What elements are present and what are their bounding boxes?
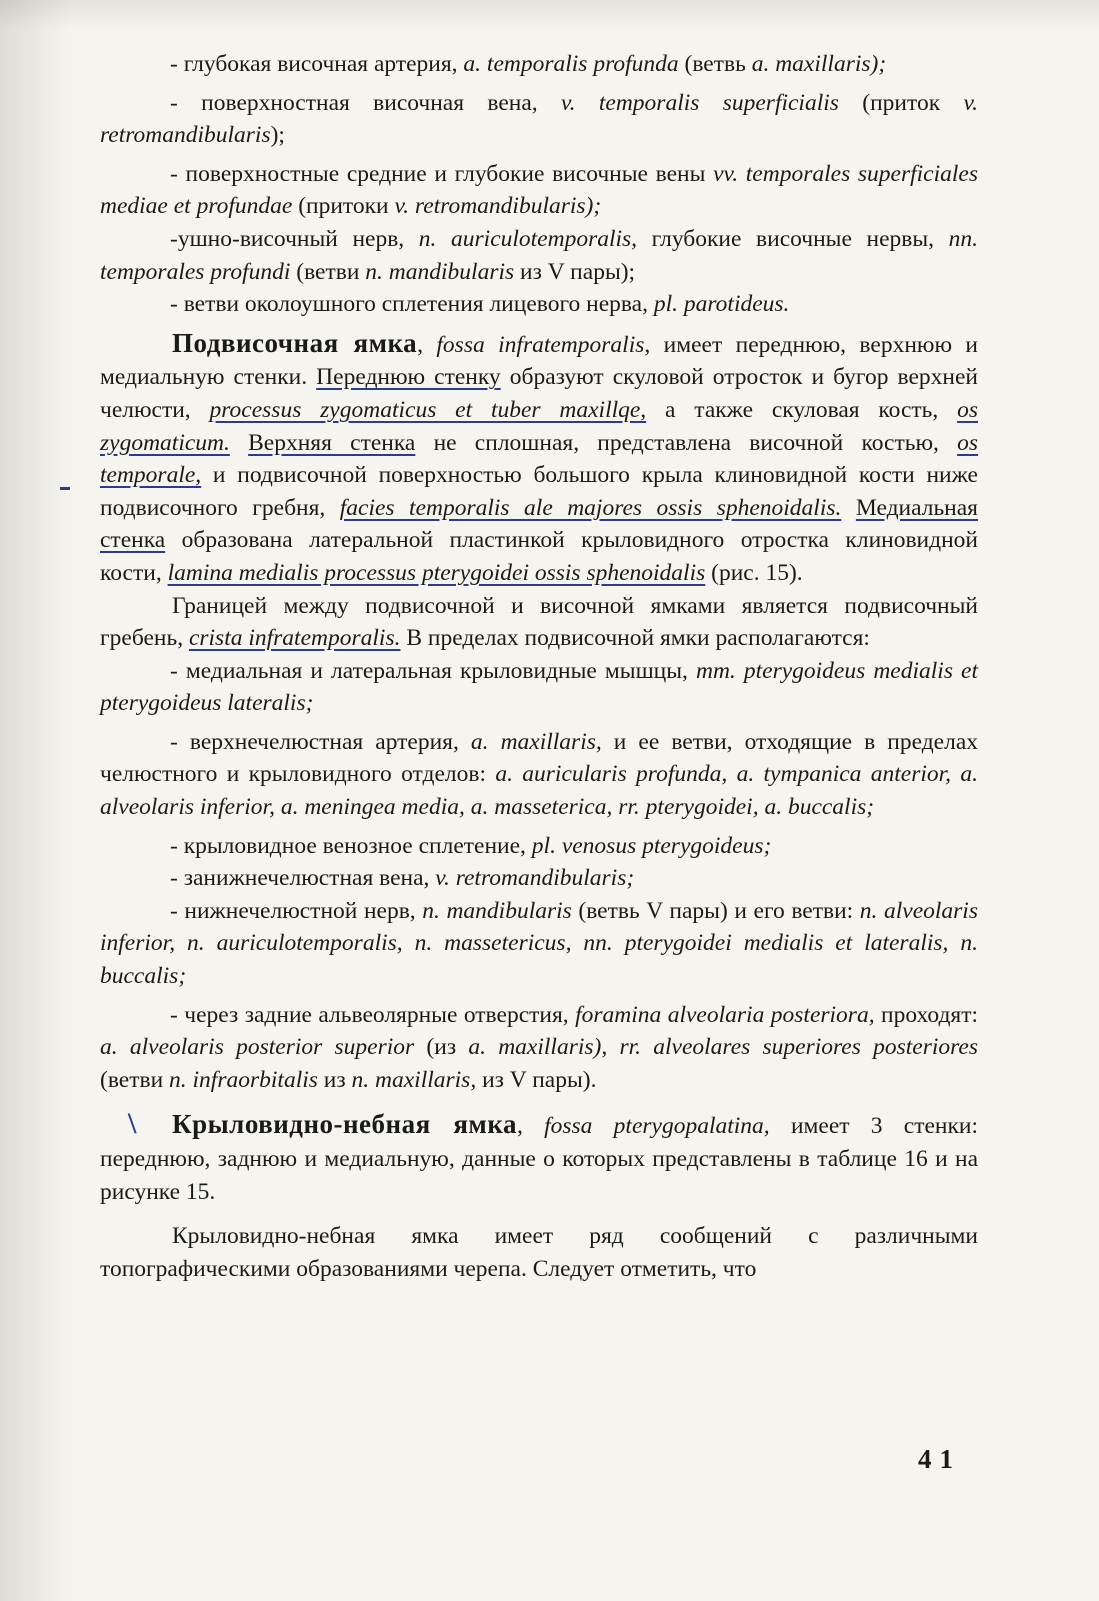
- pen-underline: facies temporalis ale majores ossis sphenoidalis.: [339, 494, 842, 521]
- list-item: - глубокая височная артерия, a. temporalis profunda (ветвь a. maxillaris);: [170, 51, 887, 77]
- list-item: - поверхностные средние и глубокие височные вены vv. temporales superficiales mediae et profundae (притоки v. retromandibularis);: [100, 160, 978, 220]
- list-item: - ветви околоушного сплетения лицевого нерва, pl. parotideus.: [170, 291, 790, 318]
- page-number: 41: [918, 1444, 961, 1474]
- list-item: - занижнечелюстная вена, v. retromandibularis;: [170, 865, 635, 892]
- scan-edge-shadow: [0, 0, 70, 1601]
- paragraph-infratemporal-fossa: Подвисочная ямка, fossa infratemporalis, имеет переднюю, верхнюю и медиальную стенки. Переднюю стенку образуют скуловой отросток и бугор верхней челюсти, processus zygomaticus et tuber maxillqe, а также скуловая кость, os zygomaticum. Верхняя стенка не сплошная, представлена височной костью, os temporale, и подвисочной поверхностью большого крыла клиновидной кости ниже подвисочного гребня, facies temporalis ale majores ossis sphenoidalis. Медиальная стенка образована латеральной пластинкой крыловидного отростка клиновидной кости, lamina medialis processus pterygoidei ossis sphenoidalis (рис. 15).: [100, 327, 979, 586]
- list-item: - верхнечелюстная артерия, a. maxillaris, и ее ветви, отходящие в пределах челюстного и крыловидного отделов: a. auricularis profunda, a. tympanica anterior, a. alveolaris inferior, a. meningea media, a. masseterica, rr. pterygoidei, a. buccalis;: [100, 728, 979, 821]
- pen-underline: lamina medialis processus pterygoidei ossis sphenoidalis: [167, 559, 706, 586]
- page-body: [100, 48, 978, 1285]
- scan-top-shadow: [0, 0, 1099, 30]
- list-item: - нижнечелюстной нерв, n. mandibularis (ветвь V пары) и его ветви: n. alveolaris inferior, n. auriculotemporalis, n. massetericus, nn. pterygoidei medialis et lateralis, n. buccalis;: [100, 897, 978, 990]
- pen-underline: Медиальная стенка: [100, 494, 978, 554]
- list-item: - медиальная и латеральная крыловидные мышцы, mm. pterygoideus medialis et pterygoideus lateralis;: [100, 657, 978, 717]
- pen-underline: os zygomaticum.: [100, 396, 979, 456]
- pen-underline: crista infratemporalis.: [188, 625, 401, 652]
- pen-underline: os temporale,: [100, 429, 979, 489]
- pen-underline: Верхняя стенка: [248, 429, 416, 456]
- section-heading: Подвисочная ямка: [172, 327, 418, 358]
- pen-margin-mark: [60, 487, 70, 490]
- paragraph-border: Границей между подвисочной и височной ямками является подвисочный гребень, crista infratemporalis. В пределах подвисочной ямки располагаются:: [100, 592, 978, 652]
- pen-underline: Переднюю стенку: [316, 364, 501, 391]
- paragraph-pterygopalatine-fossa: \ Крыловидно-небная ямка, fossa pterygopalatina, имеет 3 стенки: переднюю, заднюю и медиальную, данные о которых представлены в таблице 16 и на рисунке 15.: [100, 1107, 978, 1205]
- list-item: - крыловидное венозное сплетение, pl. venosus pterygoideus;: [170, 832, 772, 859]
- list-item: - поверхностная височная вена, v. temporalis superficialis (приток v. retromandibularis);: [100, 89, 979, 149]
- section-heading: Крыловидно-небная ямка: [172, 1109, 517, 1140]
- list-item: -ушно-височный нерв, n. auriculotemporalis, глубокие височные нервы, nn. temporales profundi (ветви n. mandibularis из V пары);: [100, 225, 978, 285]
- pen-check-mark: \: [128, 1107, 137, 1141]
- paragraph-last: Крыловидно-небная ямка имеет ряд сообщений с различными топографическими образованиями черепа. Следует отметить, что: [100, 1223, 978, 1282]
- list-item: - через задние альвеолярные отверстия, foramina alveolaria posteriora, проходят: a. alveolaris posterior superior (из a. maxillaris), rr. alveolares superiores posteriores (ветви n. infraorbitalis из n. maxillaris, из V пары).: [100, 1001, 979, 1093]
- pen-underline: processus zygomaticus et tuber maxillqe,: [209, 396, 647, 423]
